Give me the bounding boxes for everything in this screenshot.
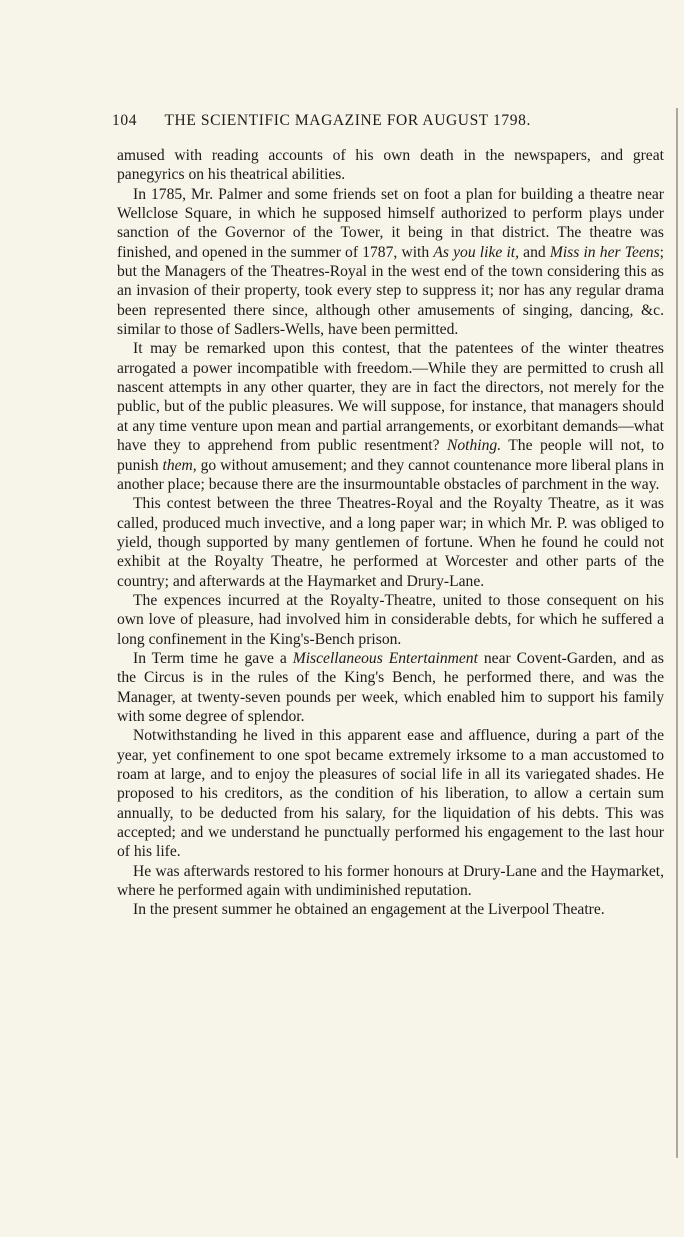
italic-title: Miscellaneous Entertainment (292, 649, 478, 667)
paragraph-8 (117, 862, 664, 901)
text-run: In 1785, Mr. Palmer and some friends set on foot a plan for building a theatre near Wellclose Square, in which he supposed himself authorized to perform plays under sanction of the Governor of the Tower, it being in that district. The theatre was finished, and opened in the summer of 1787, with (117, 185, 664, 261)
article-body (117, 146, 664, 920)
text-run: near Covent-Garden, and as the Circus is in the rules of the King's Bench, he performed there, and was the Manager, at twenty-seven pounds per week, which enabled him to support his family with some degree of splendor. (117, 649, 664, 725)
page-edge-shadow (676, 108, 678, 1158)
text-run: The people will not, to punish (117, 437, 664, 474)
paragraph-5 (117, 591, 664, 649)
text-run: Notwithstanding he lived in this apparent ease and affluence, during a part of the year, yet confinement to one spot became extremely irksome to a man accustomed to roam at large, and to enjoy the pleasures of social life in all its variegated shades. He proposed to his creditors, as the condition of his liberation, to allow a certain sum annually, to be deducted from his salary, for the liquidation of his debts. This was accepted; and we understand he punctually performed his engagement to the last hour of his life. (117, 727, 664, 861)
text-run: and (519, 243, 550, 261)
italic-emphasis: them, (162, 456, 197, 474)
text-run: In Term time he gave a (133, 649, 293, 667)
text-run: ; but the Managers of the Theatres-Royal in the west end of the town considering this as an invasion of their property, took every step to suppress it; nor has any regular drama been represented there since, although other amusements of singing, dancing, &c. similar to those of Sadlers-Wells, have been permitted. (117, 243, 665, 339)
paragraph-6 (117, 649, 664, 726)
text-run: amused with reading accounts of his own death in the newspapers, and great panegyrics on his theatrical abilities. (117, 147, 664, 184)
text-run: go without amusement; and they cannot countenance more liberal plans in another place; because there are the insurmountable obstacles of parchment in the way. (117, 456, 664, 493)
running-header (112, 112, 652, 130)
text-run: The expences incurred at the Royalty-Theatre, united to those consequent on his own love of pleasure, had involved him in considerable debts, for which he suffered a long confinement in the King's-Bench prison. (117, 591, 664, 648)
text-run: It may be remarked upon this contest, that the patentees of the winter theatres arrogated a power incompatible with freedom.—While they are permitted to crush all nascent attempts in any other quarter, they are in fact the directors, not merely for the public, but of the public pleasures. We will suppose, for instance, that managers should at any time venture upon mean and partial arrangements, or exorbitant demands—what have they to apprehend from public resentment? (117, 340, 664, 455)
paragraph-7 (117, 726, 664, 861)
paragraph-2 (117, 185, 664, 340)
text-run: In the present summer he obtained an engagement at the Liverpool Theatre. (133, 901, 605, 919)
paragraph-3 (117, 339, 664, 494)
page-number: 104 (112, 112, 138, 129)
text-run: He was afterwards restored to his former honours at Drury-Lane and the Haymarket, where he performed again with undiminished reputation. (117, 862, 664, 900)
paragraph-9 (117, 900, 664, 919)
paragraph-1 (117, 146, 664, 185)
italic-title: Miss in her Teens (549, 243, 660, 261)
italic-title: As you like it, (433, 243, 520, 261)
text-run: This contest between the three Theatres-Royal and the Royalty Theatre, as it was called, produced much invective, and a long paper war; in which Mr. P. was obliged to yield, though supported by many gentlemen of fortune. When he found he could not exhibit at the Royalty Theatre, he performed at Worcester and other parts of the country; and afterwards at the Haymarket and Drury-Lane. (117, 495, 664, 590)
italic-emphasis: Nothing. (446, 437, 502, 455)
paragraph-4 (117, 494, 664, 591)
magazine-title: THE SCIENTIFIC MAGAZINE FOR AUGUST 1798. (164, 112, 531, 129)
